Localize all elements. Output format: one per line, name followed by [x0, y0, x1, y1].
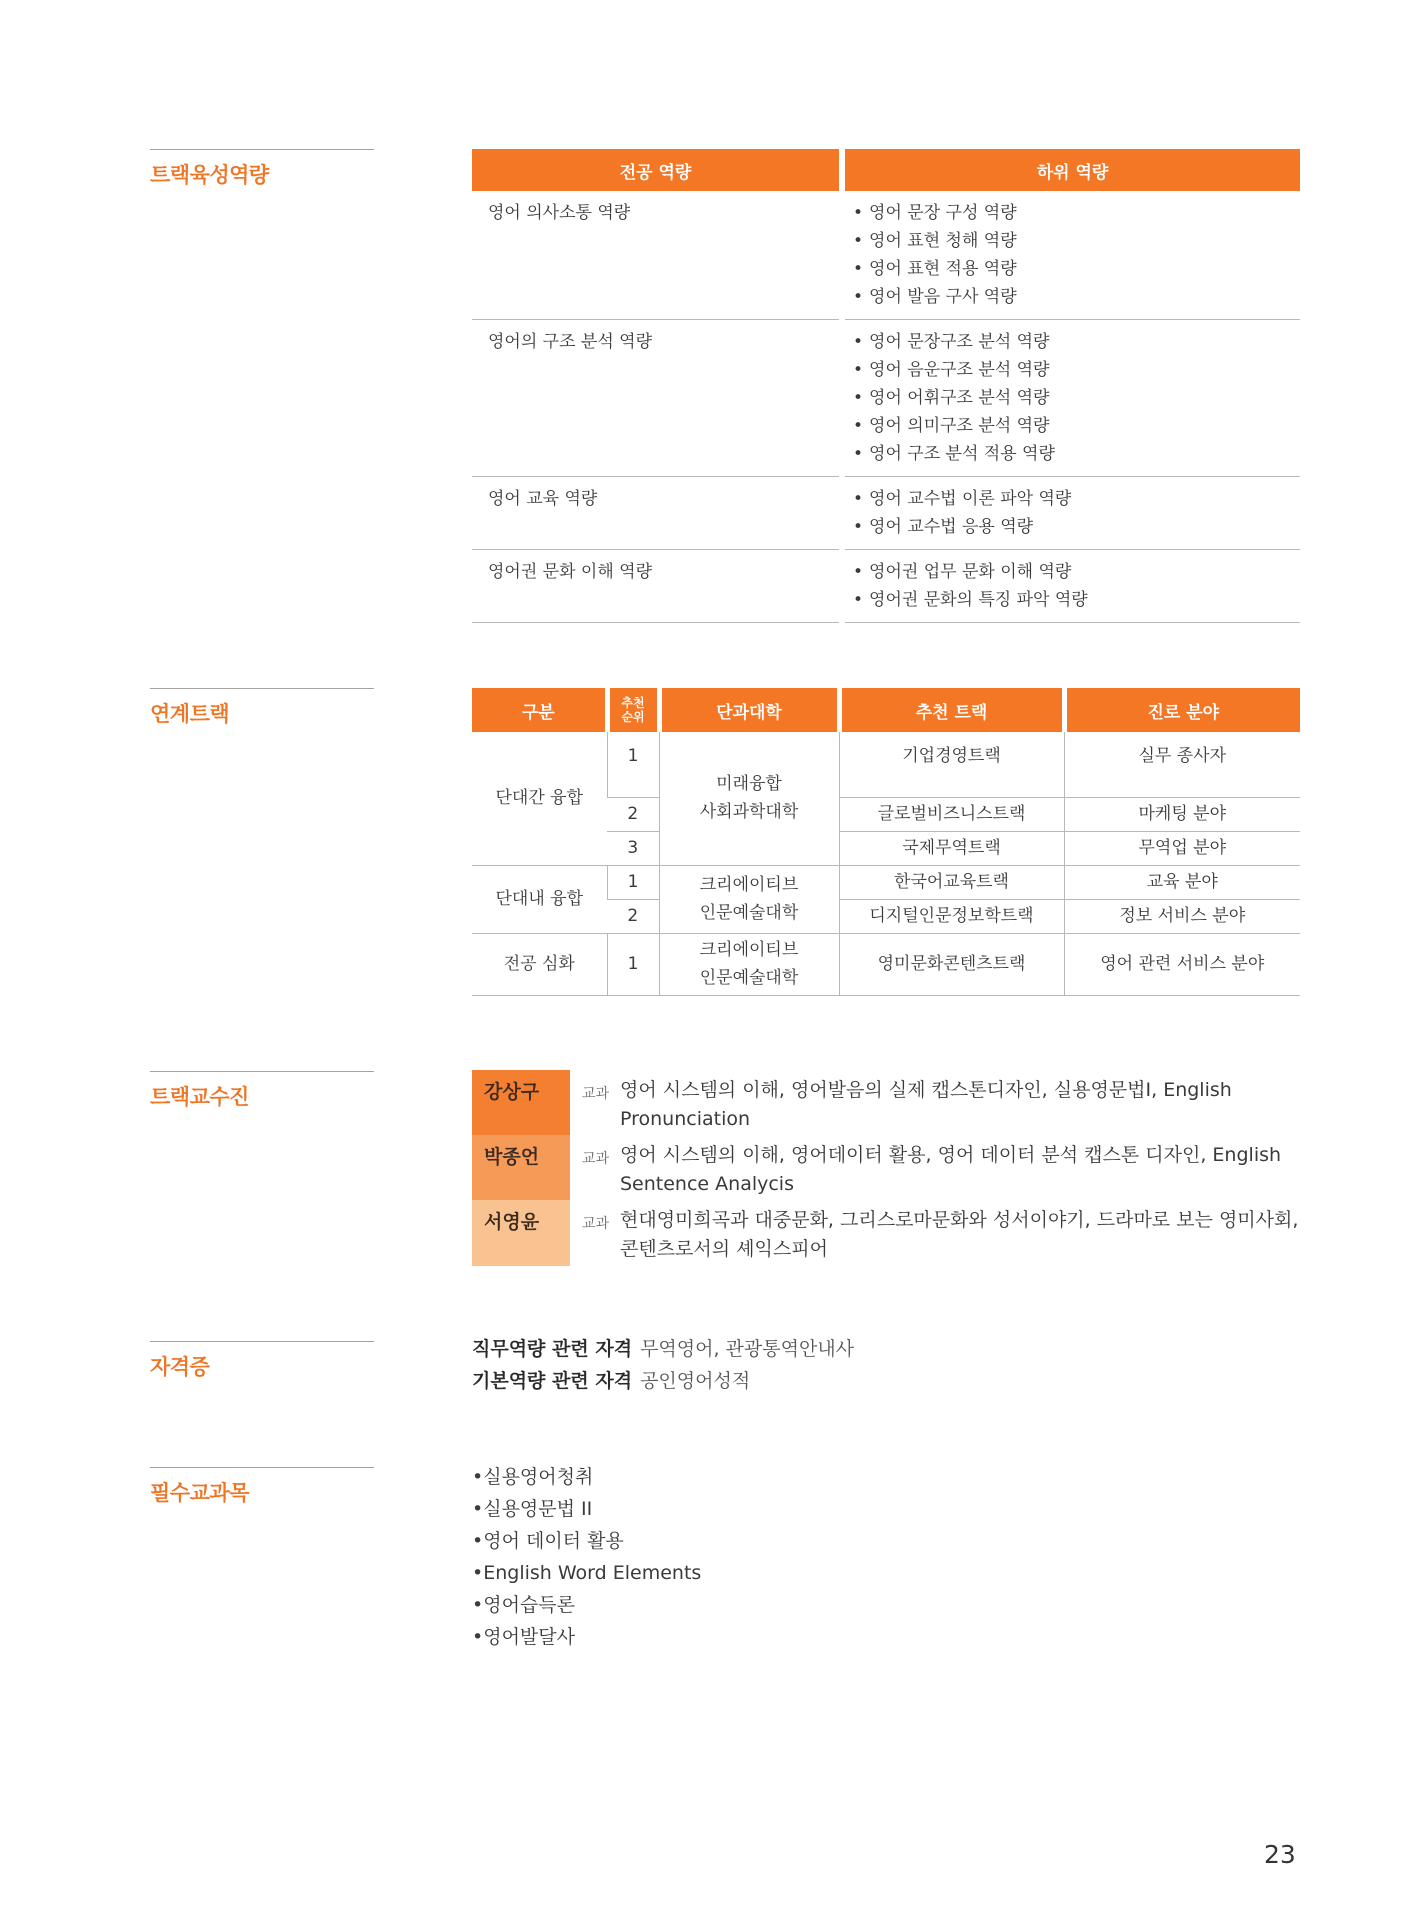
track-cell: 글로벌비즈니스트랙	[839, 797, 1064, 831]
header-major-competency: 전공 역량	[472, 149, 839, 191]
faculty-list	[472, 1070, 1312, 1266]
field-cell: 교육 분야	[1064, 865, 1300, 899]
certificate-row	[472, 1333, 854, 1365]
sub-competency-item: • 영어 표현 청해 역량	[853, 227, 1300, 255]
college-line: 크리에이티브	[699, 875, 799, 895]
table-row	[472, 550, 1300, 623]
required-course-list	[472, 1461, 701, 1653]
rank-cell: 3	[607, 831, 659, 865]
certificate-label: 직무역량 관련 자격	[472, 1338, 633, 1360]
sub-competency-item: • 영어 발음 구사 역량	[853, 283, 1300, 311]
certificate-list	[472, 1333, 854, 1397]
course-tag: 교과	[582, 1086, 610, 1102]
header-career-field: 진로 분야	[1064, 688, 1300, 732]
category-cell: 단대간 융합	[472, 732, 607, 865]
sub-competency-item: • 영어 어휘구조 분석 역량	[853, 384, 1300, 412]
faculty-row	[472, 1200, 1312, 1266]
college-cell	[659, 865, 839, 933]
field-cell: 실무 종사자	[1064, 732, 1300, 797]
faculty-name: 박종언	[472, 1135, 570, 1200]
table-row	[472, 191, 1300, 320]
rank-cell: 1	[607, 732, 659, 797]
college-line: 크리에이티브	[699, 940, 799, 960]
category-cell: 단대내 융합	[472, 865, 607, 933]
sub-competency-item: • 영어 문장구조 분석 역량	[853, 328, 1300, 356]
faculty-courses: 영어 시스템의 이해, 영어발음의 실제 캡스톤디자인, 실용영문법I, English Pronunciation	[620, 1079, 1232, 1130]
list-item: • 영어습득론	[472, 1589, 701, 1621]
faculty-row	[472, 1135, 1312, 1200]
rank-cell: 1	[607, 865, 659, 899]
field-cell: 영어 관련 서비스 분야	[1064, 933, 1300, 995]
section-label-faculty: 트랙교수진	[150, 1071, 374, 1111]
faculty-courses: 영어 시스템의 이해, 영어데이터 활용, 영어 데이터 분석 캡스톤 디자인, English Sentence Analycis	[620, 1144, 1282, 1195]
certificate-value: 공인영어성적	[640, 1370, 751, 1392]
competency-table	[472, 149, 1300, 623]
header-recommend-rank: 추천 순위	[607, 688, 659, 732]
sub-competency-item: • 영어권 업무 문화 이해 역량	[853, 558, 1300, 586]
sub-competency-item: • 영어 음운구조 분석 역량	[853, 356, 1300, 384]
certificate-value: 무역영어, 관광통역안내사	[640, 1338, 855, 1360]
college-cell	[659, 732, 839, 865]
certificate-label: 기본역량 관련 자격	[472, 1370, 633, 1392]
major-competency: 영어 의사소통 역량	[472, 191, 839, 320]
certificate-row	[472, 1365, 854, 1397]
sub-competency-item: • 영어 의미구조 분석 역량	[853, 412, 1300, 440]
track-cell: 영미문화콘텐츠트랙	[839, 933, 1064, 995]
rank-cell: 2	[607, 899, 659, 933]
header-college: 단과대학	[659, 688, 839, 732]
section-label-certificate: 자격증	[150, 1341, 374, 1381]
faculty-name: 서영윤	[472, 1200, 570, 1266]
sub-competency-item: • 영어권 문화의 특징 파악 역량	[853, 586, 1300, 614]
major-competency: 영어 교육 역량	[472, 477, 839, 550]
rank-cell: 2	[607, 797, 659, 831]
sub-competency-item: • 영어 표현 적용 역량	[853, 255, 1300, 283]
page-number: 23	[1264, 1840, 1296, 1869]
table-row	[472, 865, 1300, 899]
college-line: 미래융합	[716, 774, 782, 795]
field-cell: 정보 서비스 분야	[1064, 899, 1300, 933]
section-label-required-courses: 필수교과목	[150, 1467, 374, 1507]
track-cell: 한국어교육트랙	[839, 865, 1064, 899]
track-cell: 국제무역트랙	[839, 831, 1064, 865]
header-category: 구분	[472, 688, 607, 732]
sub-competency-item: • 영어 구조 분석 적용 역량	[853, 440, 1300, 468]
section-label-competency: 트랙육성역량	[150, 149, 374, 189]
linked-track-table	[472, 688, 1300, 996]
table-row	[472, 933, 1300, 995]
college-line: 인문예술대학	[699, 903, 799, 923]
header-recommended-track: 추천 트랙	[839, 688, 1064, 732]
college-line: 사회과학대학	[699, 802, 799, 823]
header-sub-competency: 하위 역량	[845, 149, 1300, 191]
track-cell: 기업경영트랙	[839, 732, 1064, 797]
list-item: • 영어 데이터 활용	[472, 1525, 701, 1557]
table-row	[472, 732, 1300, 797]
category-cell: 전공 심화	[472, 933, 607, 995]
course-tag: 교과	[582, 1216, 610, 1232]
table-row	[472, 477, 1300, 550]
major-competency: 영어의 구조 분석 역량	[472, 320, 839, 477]
field-cell: 무역업 분야	[1064, 831, 1300, 865]
college-cell	[659, 933, 839, 995]
faculty-courses: 현대영미희곡과 대중문화, 그리스로마문화와 성서이야기, 드라마로 보는 영미사회, 콘텐츠로서의 셰익스피어	[620, 1209, 1299, 1260]
field-cell: 마케팅 분야	[1064, 797, 1300, 831]
list-item: • 영어발달사	[472, 1621, 701, 1653]
track-cell: 디지털인문정보학트랙	[839, 899, 1064, 933]
sub-competency-item: • 영어 문장 구성 역량	[853, 199, 1300, 227]
rank-cell: 1	[607, 933, 659, 995]
section-label-linked-track: 연계트랙	[150, 688, 374, 728]
list-item: • 실용영문법 II	[472, 1493, 701, 1525]
faculty-row	[472, 1070, 1312, 1135]
sub-competency-item: • 영어 교수법 응용 역량	[853, 513, 1300, 541]
college-line: 인문예술대학	[699, 968, 799, 988]
list-item: • English Word Elements	[472, 1557, 701, 1589]
major-competency: 영어권 문화 이해 역량	[472, 550, 839, 623]
table-row	[472, 320, 1300, 477]
sub-competency-item: • 영어 교수법 이론 파악 역량	[853, 485, 1300, 513]
list-item: • 실용영어청취	[472, 1461, 701, 1493]
faculty-name: 강상구	[472, 1070, 570, 1135]
course-tag: 교과	[582, 1151, 610, 1167]
